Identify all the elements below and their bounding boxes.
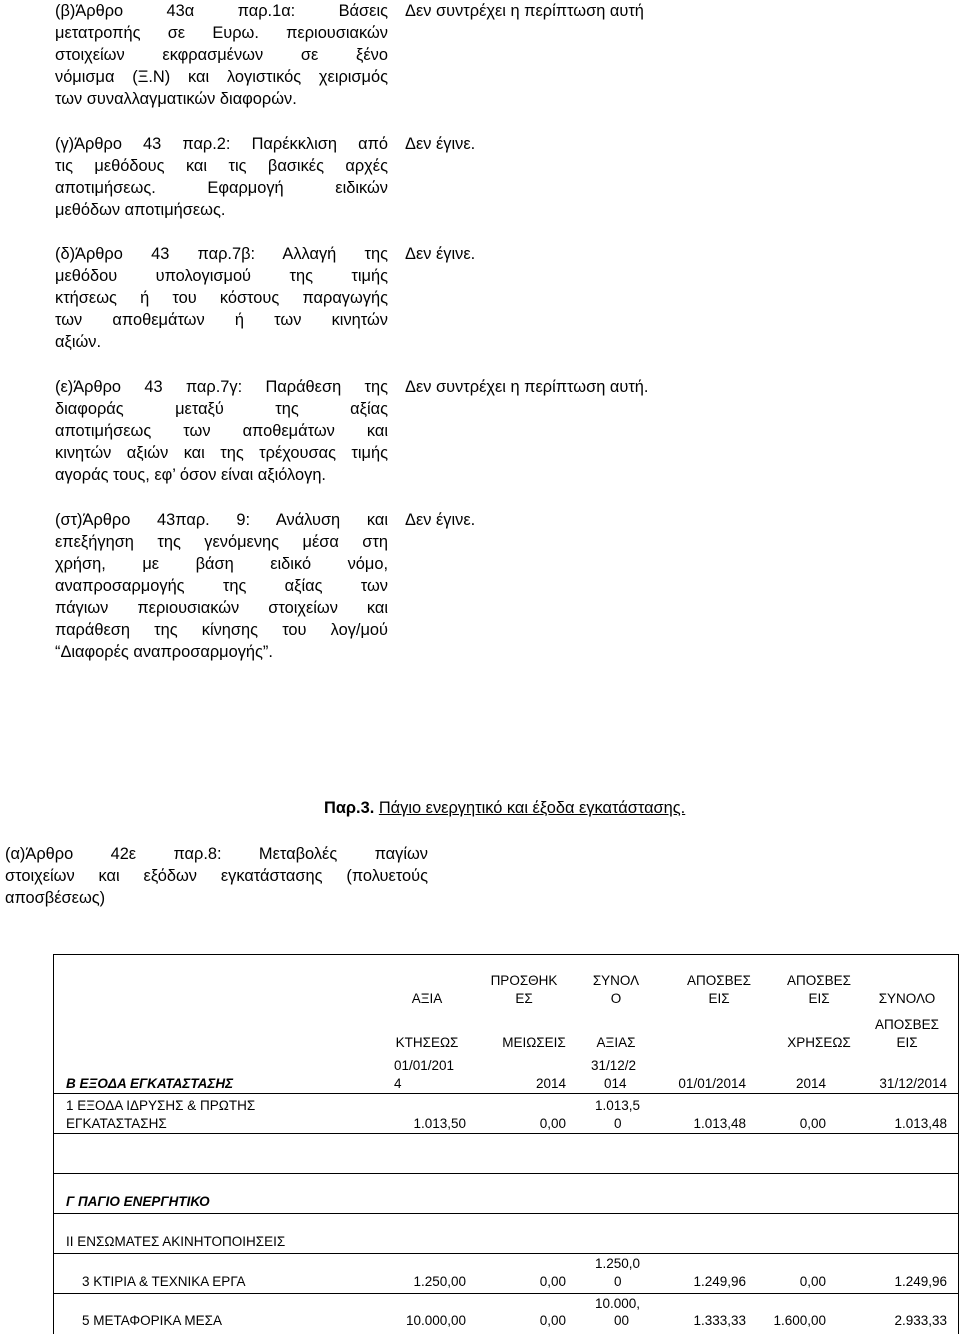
section-heading	[324, 797, 685, 819]
col-header: 01/01/201	[394, 1058, 455, 1073]
table-cell: 1.250,0	[595, 1256, 641, 1271]
col-header: ΕΙΣ	[808, 991, 830, 1006]
item-line: πάγιων περιουσιακών στοιχείων και	[55, 599, 388, 617]
item-st-answer: Δεν έγινε.	[405, 511, 476, 529]
table-cell: 1.249,96	[894, 1274, 947, 1289]
row-label: ΕΓΚΑΤΑΣΤΑΣΗΣ	[66, 1116, 167, 1131]
col-header: ΠΡΟΣΘΗΚ	[490, 973, 558, 988]
col-header: ΚΤΗΣΕΩΣ	[395, 1035, 459, 1050]
table-cell: 0,00	[799, 1116, 826, 1131]
row-divider	[54, 1173, 958, 1174]
item-gamma-text	[55, 133, 388, 221]
item-line: επεξήγηση της γενόμενης μέσα στη	[55, 533, 388, 551]
item-line: (β)Άρθρο 43α παρ.1α: Βάσεις	[55, 2, 388, 20]
col-header: 31/12/2014	[879, 1076, 947, 1091]
table-cell: 1.333,33	[693, 1313, 746, 1328]
fixed-assets-table	[53, 954, 959, 1334]
table-cell: 10.000,	[595, 1296, 641, 1311]
section-number: Παρ.3.	[324, 799, 375, 817]
item-line: “Διαφορές αναπροσαρμογής”.	[55, 643, 273, 661]
item-delta-answer: Δεν έγινε.	[405, 245, 476, 263]
col-header: ΑΠΟΣΒΕΣ	[875, 1017, 939, 1032]
table-cell: 0,00	[539, 1274, 566, 1289]
row-label: 1 ΕΞΟΔΑ ΙΔΡΥΣΗΣ & ΠΡΩΤΗΣ	[66, 1098, 256, 1113]
item-line: αποσβέσεως)	[5, 889, 106, 907]
col-header: ΧΡΗΣΕΩΣ	[787, 1035, 851, 1050]
item-line: παράθεση της κίνησης του λογ/μού	[55, 621, 388, 639]
item-epsilon-text	[55, 376, 388, 486]
col-header: ΑΠΟΣΒΕΣ	[787, 973, 851, 988]
col-header: ΑΞΙΑΣ	[596, 1035, 636, 1050]
item-line: (α)Άρθρο 42ε παρ.8: Μεταβολές παγίων	[5, 845, 428, 863]
item-line: (στ)Άρθρο 43παρ. 9: Ανάλυση και	[55, 511, 388, 529]
col-header: 01/01/2014	[678, 1076, 746, 1091]
col-header: 31/12/2	[591, 1058, 637, 1073]
col-header: ΣΥΝΟΛΟ	[878, 991, 936, 1006]
table-cell: 1.600,00	[773, 1313, 826, 1328]
item-beta-answer: Δεν συντρέχει η περίπτωση αυτή	[405, 2, 644, 20]
table-cell: 1.250,00	[413, 1274, 466, 1289]
table-cell: 00	[614, 1313, 630, 1328]
item-st-text	[55, 509, 388, 663]
item-gamma-answer: Δεν έγινε.	[405, 135, 476, 153]
item-line: τις μεθόδους και τις βασικές αρχές	[55, 157, 388, 175]
item-line: νόμισμα (Ξ.Ν) και λογιστικός χειρισμός	[55, 68, 388, 86]
group-label: Β ΕΞΟΔΑ ΕΓΚΑΤΑΣΤΑΣΗΣ	[66, 1076, 234, 1091]
table-cell: 1.013,5	[595, 1098, 641, 1113]
section-title: Πάγιο ενεργητικό και έξοδα εγκατάστασης.	[378, 799, 686, 817]
item-line: (γ)Άρθρο 43 παρ.2: Παρέκκλιση από	[55, 135, 388, 153]
col-header: Ο	[610, 991, 622, 1006]
item-line: αξιών.	[55, 333, 102, 351]
table-cell: 0,00	[539, 1116, 566, 1131]
item-line: μεθόδου υπολογισμού της τιμής	[55, 267, 388, 285]
item-line: (ε)Άρθρο 43 παρ.7γ: Παράθεση της	[55, 378, 388, 396]
item-line: των συναλλαγματικών διαφορών.	[55, 90, 297, 108]
row-divider	[54, 1213, 958, 1214]
item-line: κινητών αξιών και της τρέχουσας τιμής	[55, 444, 388, 462]
col-header: 2014	[535, 1076, 566, 1091]
item-line: στοιχείων και εξόδων εγκατάστασης (πολυετούς	[5, 867, 428, 885]
col-header: 014	[604, 1076, 627, 1091]
item-line: διαφοράς μεταξύ της αξίας	[55, 400, 388, 418]
item-line: χρήση, με βάση ειδικό νόμο,	[55, 555, 388, 573]
item-line: μεθόδων αποτιμήσεως.	[55, 201, 226, 219]
item-line: κτήσεως ή του κόστους παραγωγής	[55, 289, 388, 307]
table-cell: 1.013,48	[894, 1116, 947, 1131]
item-alpha-text	[5, 843, 428, 909]
row-divider	[54, 1093, 958, 1094]
item-line: αποτιμήσεως. Εφαρμογή ειδικών	[55, 179, 388, 197]
table-cell: 10.000,00	[405, 1313, 466, 1328]
item-line: στοιχείων εκφρασμένων σε ξένο	[55, 46, 388, 64]
subgroup-label: ΙΙ ΕΝΣΩΜΑΤΕΣ ΑΚΙΝΗΤΟΠΟΙΗΣΕΙΣ	[66, 1234, 286, 1249]
item-beta-text	[55, 0, 388, 110]
item-line: αποτιμήσεως των αποθεμάτων και	[55, 422, 388, 440]
row-label: 3 ΚΤΙΡΙΑ & ΤΕΧΝΙΚΑ ΕΡΓΑ	[82, 1274, 246, 1289]
col-header: ΕΙΣ	[708, 991, 730, 1006]
item-line: αναπροσαρμογής της αξίας των	[55, 577, 388, 595]
row-divider	[54, 1253, 958, 1254]
item-line: αγοράς τους, εφ’ όσον είναι αξιόλογη.	[55, 466, 326, 484]
col-header: 2014	[795, 1076, 826, 1091]
row-divider	[54, 1293, 958, 1294]
col-header: 4	[394, 1076, 402, 1091]
col-header: ΑΞΙΑ	[411, 991, 443, 1006]
col-header: ΑΠΟΣΒΕΣ	[687, 973, 751, 988]
table-cell: 0	[614, 1274, 622, 1289]
table-cell: 0	[614, 1116, 622, 1131]
table-cell: 1.013,48	[693, 1116, 746, 1131]
item-line: (δ)Άρθρο 43 παρ.7β: Αλλαγή της	[55, 245, 388, 263]
col-header: ΕΣ	[515, 991, 533, 1006]
row-label: 5 ΜΕΤΑΦΟΡΙΚΑ ΜΕΣΑ	[82, 1313, 223, 1328]
col-header: ΣΥΝΟΛ	[592, 973, 640, 988]
item-line: μετατροπής σε Ευρω. περιουσιακών	[55, 24, 388, 42]
item-line: των αποθεμάτων ή των κινητών	[55, 311, 388, 329]
group-label: Γ ΠΑΓΙΟ ΕΝΕΡΓΗΤΙΚΟ	[66, 1194, 210, 1209]
col-header: ΕΙΣ	[896, 1035, 918, 1050]
table-cell: 2.933,33	[894, 1313, 947, 1328]
item-epsilon-answer: Δεν συντρέχει η περίπτωση αυτή.	[405, 378, 649, 396]
table-cell: 0,00	[539, 1313, 566, 1328]
table-cell: 1.013,50	[413, 1116, 466, 1131]
row-divider	[54, 1133, 958, 1134]
item-delta-text	[55, 243, 388, 353]
table-cell: 0,00	[799, 1274, 826, 1289]
table-cell: 1.249,96	[693, 1274, 746, 1289]
col-header: ΜΕΙΩΣΕΙΣ	[502, 1035, 566, 1050]
